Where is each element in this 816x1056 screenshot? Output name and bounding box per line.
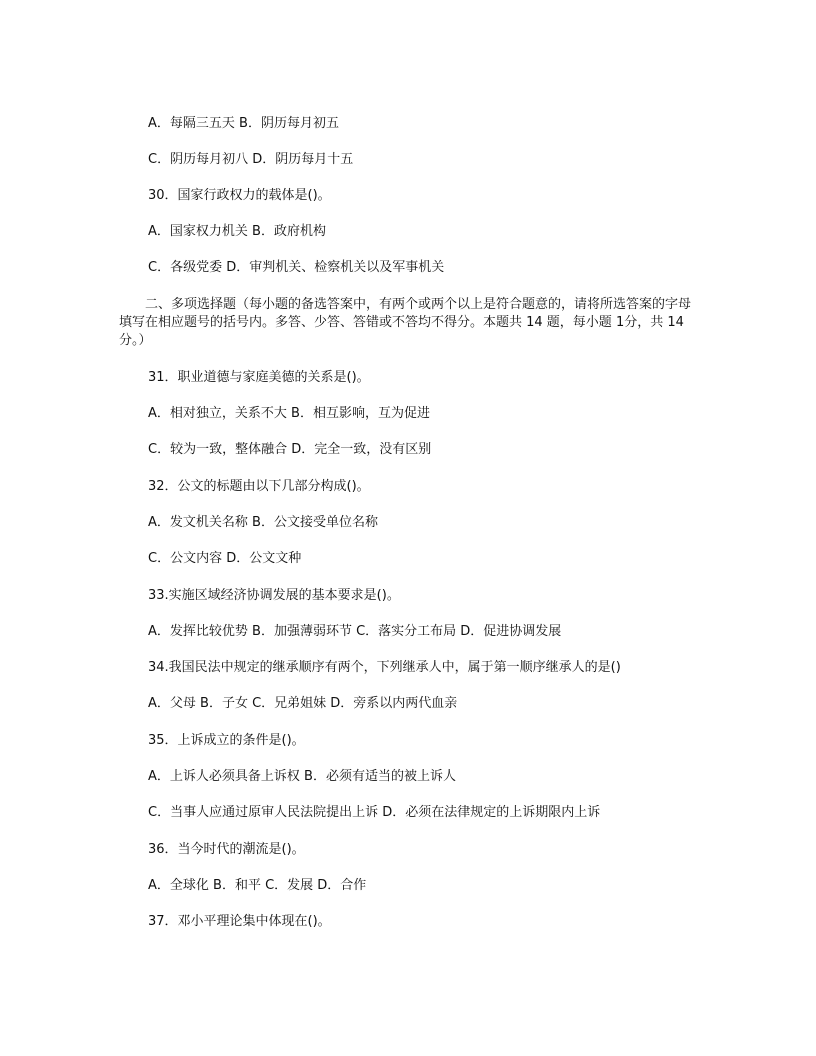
question-31: 31．职业道德与家庭美德的关系是()。: [148, 370, 370, 385]
option-line-30-cd: C．各级党委 D．审判机关、检察机关以及军事机关: [148, 260, 445, 275]
question-34: 34.我国民法中规定的继承顺序有两个，下列继承人中，属于第一顺序继承人的是(): [148, 660, 621, 675]
option-line-35-ab: A．上诉人必须具备上诉权 B．必须有适当的被上诉人: [148, 769, 456, 784]
question-35: 35．上诉成立的条件是()。: [148, 733, 305, 748]
option-line-30-ab: A．国家权力机关 B．政府机构: [148, 224, 326, 239]
option-line-32-cd: C．公文内容 D．公文文种: [148, 551, 302, 566]
question-37: 37．邓小平理论集中体现在()。: [148, 914, 331, 929]
option-line-35-cd: C．当事人应通过原审人民法院提出上诉 D．必须在法律规定的上诉期限内上诉: [148, 805, 601, 820]
question-33: 33.实施区域经济协调发展的基本要求是()。: [148, 588, 400, 603]
question-32: 32．公文的标题由以下几部分构成()。: [148, 479, 370, 494]
option-line-33: A．发挥比较优势 B．加强薄弱环节 C．落实分工布局 D．促进协调发展: [148, 624, 562, 639]
option-line-34: A．父母 B．子女 C．兄弟姐妹 D．旁系以内两代血亲: [148, 696, 458, 711]
option-line-29-ab: A．每隔三五天 B．阴历每月初五: [148, 116, 339, 131]
section-heading-multiple-choice: 二、多项选择题（每小题的备选答案中，有两个或两个以上是符合题意的，请将所选答案的字母填写在相应题号的括号内。多答、少答、答错或不答均不得分。本题共 14 题，每小题 1分，共 14分。）: [119, 297, 692, 348]
option-line-29-cd: C．阴历每月初八 D．阴历每月十五: [148, 152, 354, 167]
option-line-31-ab: A．相对独立，关系不大 B．相互影响，互为促进: [148, 406, 430, 421]
question-30: 30．国家行政权力的载体是()。: [148, 188, 331, 203]
question-36: 36．当今时代的潮流是()。: [148, 842, 305, 857]
option-line-31-cd: C．较为一致，整体融合 D．完全一致，没有区别: [148, 442, 432, 457]
option-line-32-ab: A．发文机关名称 B．公文接受单位名称: [148, 515, 378, 530]
option-line-36: A．全球化 B．和平 C．发展 D．合作: [148, 878, 367, 893]
